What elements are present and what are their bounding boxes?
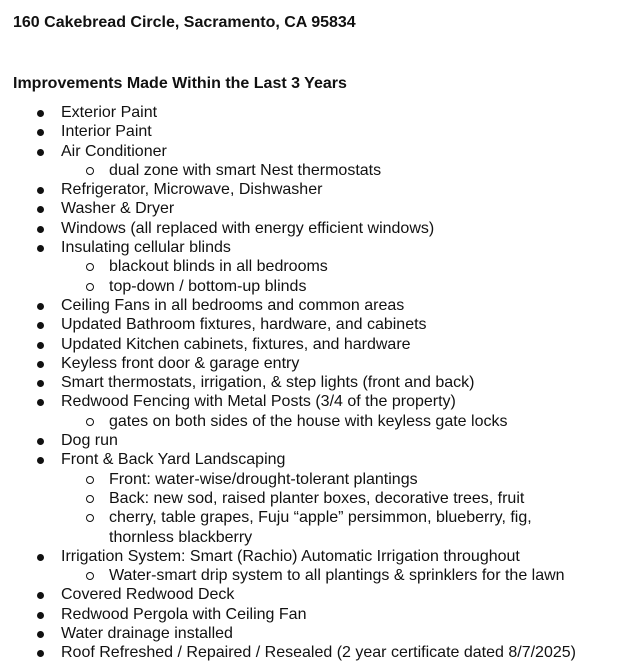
bullet-icon [37, 245, 44, 252]
list-item [0, 335, 624, 354]
sub-list-item-text: blackout blinds in all bedrooms [109, 258, 328, 276]
list-item [0, 624, 624, 643]
bullet-icon [37, 303, 44, 310]
list-item [0, 605, 624, 624]
hollow-bullet-icon [86, 514, 94, 522]
list-item [0, 296, 624, 315]
sub-list-item-text: top-down / bottom-up blinds [109, 277, 307, 295]
list-item [0, 238, 624, 296]
hollow-bullet-icon [86, 418, 94, 426]
list-item [0, 585, 624, 604]
bullet-icon [37, 650, 44, 657]
list-item-text: Windows (all replaced with energy efficient windows) [61, 219, 435, 237]
bullet-icon [37, 129, 44, 136]
list-item [0, 180, 624, 199]
sub-list-item-text: Back: new sod, raised planter boxes, decorative trees, fruit [109, 489, 525, 507]
list-item-text: Insulating cellular blinds [61, 239, 231, 257]
hollow-bullet-icon [86, 263, 94, 271]
list-item-text: Front & Back Yard Landscaping [61, 451, 286, 469]
list-item-text: Dog run [61, 432, 118, 450]
property-address: 160 Cakebread Circle, Sacramento, CA 95834 [13, 14, 356, 31]
bullet-icon [37, 631, 44, 638]
sub-list-item [0, 566, 608, 585]
hollow-bullet-icon [86, 572, 94, 580]
list-item [0, 122, 624, 141]
bullet-icon [37, 399, 44, 406]
list-item-text: Covered Redwood Deck [61, 586, 235, 604]
list-item [0, 315, 624, 334]
sub-list-item [0, 508, 608, 547]
hollow-bullet-icon [86, 476, 94, 484]
sub-list [61, 566, 608, 585]
list-item-text: Washer & Dryer [61, 200, 175, 218]
list-item-text: Exterior Paint [61, 104, 158, 121]
sub-list-item [0, 257, 608, 276]
list-item [0, 392, 624, 431]
bullet-icon [37, 612, 44, 619]
bullet-icon [37, 110, 44, 117]
sub-list [61, 470, 608, 547]
list-item [0, 142, 624, 181]
list-item-text: Refrigerator, Microwave, Dishwasher [61, 181, 323, 199]
list-item-text: Roof Refreshed / Repaired / Resealed (2 year certificate dated 8/7/2025) [61, 644, 576, 662]
bullet-icon [37, 457, 44, 464]
list-item-text: Updated Kitchen cabinets, fixtures, and hardware [61, 335, 411, 353]
list-item [0, 354, 624, 373]
sub-list [61, 412, 608, 431]
list-item-text: Redwood Fencing with Metal Posts (3/4 of the property) [61, 393, 456, 411]
list-item-text: Ceiling Fans in all bedrooms and common areas [61, 296, 405, 314]
list-item [0, 199, 624, 218]
section-title: Improvements Made Within the Last 3 Years [13, 75, 347, 92]
sub-list [61, 257, 608, 296]
list-item [0, 450, 624, 546]
sub-list-item-text: Water-smart drip system to all plantings & sprinklers for the lawn [109, 567, 565, 585]
list-item [0, 219, 624, 238]
sub-list-item-text: cherry, table grapes, Fuju “apple” persimmon, blueberry, fig, thornless blackberry [109, 509, 532, 546]
sub-list-item-text: dual zone with smart Nest thermostats [109, 161, 382, 179]
bullet-icon [37, 342, 44, 349]
bullet-icon [37, 438, 44, 445]
sub-list-item [0, 489, 608, 508]
sub-list-item [0, 277, 608, 296]
improvements-list [0, 103, 624, 663]
bullet-icon [37, 322, 44, 329]
sub-list-item [0, 470, 608, 489]
sub-list-item [0, 412, 608, 431]
list-item-text: Air Conditioner [61, 142, 167, 160]
list-item [0, 373, 624, 392]
sub-list [61, 161, 608, 180]
bullet-icon [37, 226, 44, 233]
bullet-icon [37, 361, 44, 368]
list-item [0, 547, 624, 586]
list-item [0, 103, 624, 122]
list-item-text: Keyless front door & garage entry [61, 354, 300, 372]
list-item-text: Irrigation System: Smart (Rachio) Automatic Irrigation throughout [61, 547, 520, 565]
bullet-icon [37, 187, 44, 194]
sub-list-item-text: gates on both sides of the house with keyless gate locks [109, 412, 508, 430]
list-item-text: Interior Paint [61, 123, 152, 141]
bullet-icon [37, 149, 44, 156]
list-item [0, 643, 624, 662]
list-item-text: Water drainage installed [61, 625, 233, 643]
list-item-text: Smart thermostats, irrigation, & step lights (front and back) [61, 374, 475, 392]
sub-list-item [0, 161, 608, 180]
bullet-icon [37, 206, 44, 213]
sub-list-item-text: Front: water-wise/drought-tolerant plantings [109, 470, 418, 488]
list-item [0, 431, 624, 450]
hollow-bullet-icon [86, 283, 94, 291]
list-item-text: Redwood Pergola with Ceiling Fan [61, 605, 307, 623]
hollow-bullet-icon [86, 495, 94, 503]
bullet-icon [37, 554, 44, 561]
bullet-icon [37, 592, 44, 599]
list-item-text: Updated Bathroom fixtures, hardware, and cabinets [61, 316, 427, 334]
hollow-bullet-icon [86, 167, 94, 175]
bullet-icon [37, 380, 44, 387]
